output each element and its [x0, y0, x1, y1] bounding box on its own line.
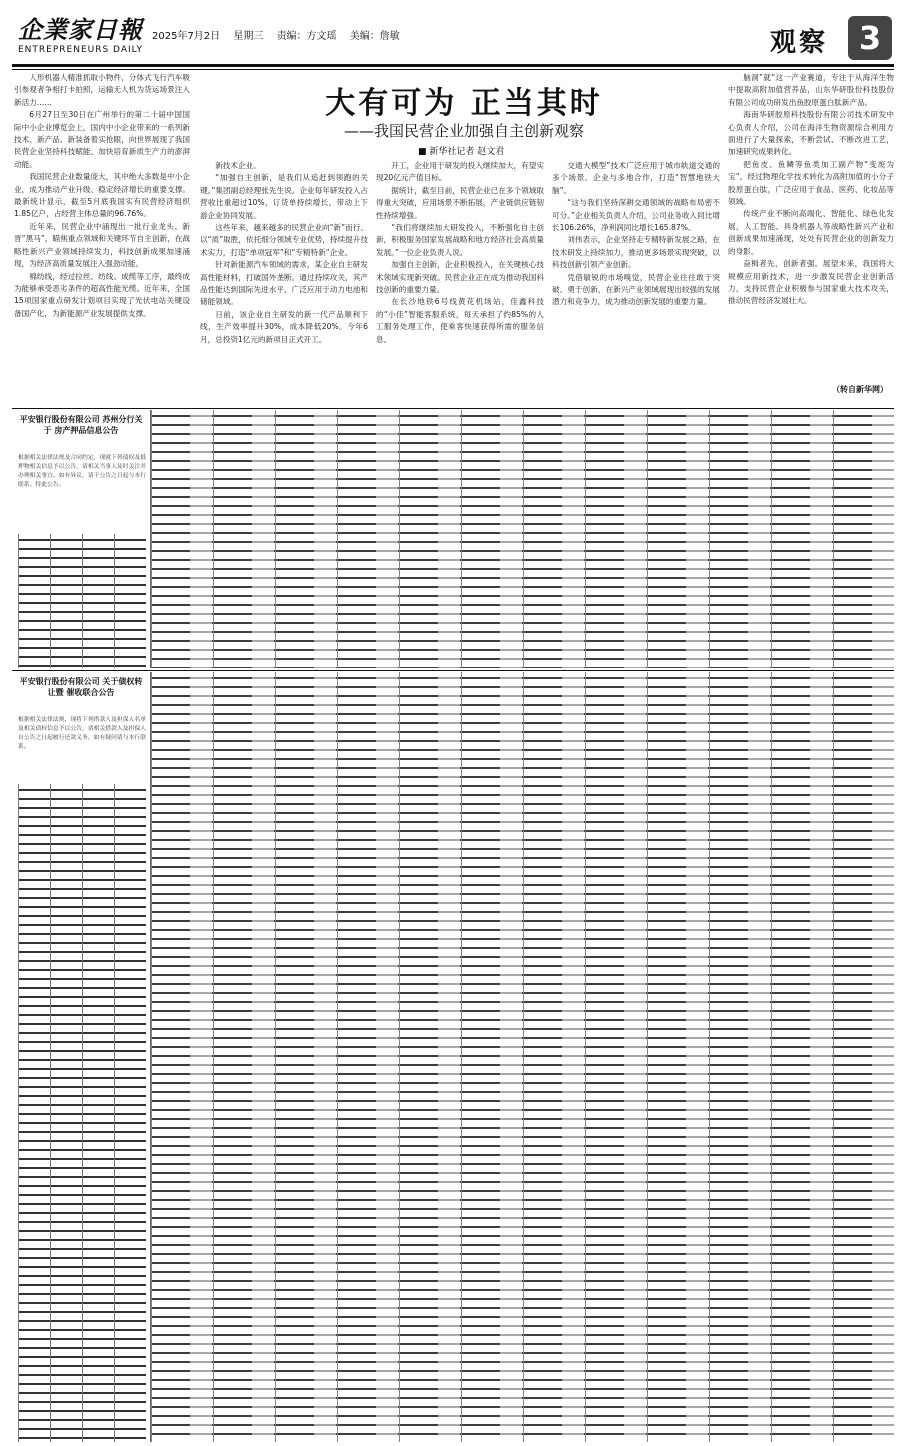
notice-text: 根据相关法律法规，现将下列借款人及担保人名单及相关债权信息予以公告，请相关借款人及担保人自公告之日起履行还款义务，如有疑问请与本行联系。 — [18, 717, 146, 750]
masthead-rule — [12, 64, 894, 67]
notice-table-left — [18, 534, 146, 668]
article-byline — [418, 144, 504, 157]
paragraph: 把鱼皮、鱼鳞等鱼类加工副产物“变废为宝”，经过物理化学技术转化为高附加值的小分子胶原蛋白肽，广泛应用于食品、医药、化妆品等领域。 — [728, 159, 894, 207]
paragraph: 人形机器人精准抓取小物件，分体式飞行汽车吸引参观者争相打卡拍照，运输无人机为货运场景注入新活力…… — [14, 73, 190, 107]
paragraph: 针对新能源汽车领域的需求，某企业自主研发高性能材料，打破国外垄断。通过持续攻关，其产品性能达到国际先进水平，广泛应用于动力电池和储能领域。 — [200, 260, 368, 307]
masthead — [12, 10, 892, 68]
paragraph: 加强自主创新，企业积极投入，在关键核心技术领域实现新突破。民营企业正在成为推动我国科技创新的重要力量。 — [376, 260, 544, 295]
newspaper-logo[interactable] — [18, 16, 148, 64]
logo-subtitle: ENTREPRENEURS DAILY — [18, 45, 143, 55]
masthead-rule-thin — [12, 69, 894, 70]
paragraph: 海南华研胶原科技股份有限公司技术研发中心负责人介绍，公司在海洋生物资源综合利用方面进行了大量探索，不断尝试、不断改进工艺，加速研究成果转化。 — [728, 110, 894, 157]
article-column-3 — [376, 160, 544, 402]
notice-table-shading — [150, 410, 894, 668]
paragraph: “这与我们坚持深耕交通领域的战略布局密不可分。”企业相关负责人介绍，公司业务收入同比增长106.26%，净利润同比增长165.87%。 — [552, 198, 720, 233]
paragraph: 我国民营企业数量庞大，其中绝大多数是中小企业，成为推动产业升级、稳定经济增长的重要支撑。最新统计显示，截至5月底我国实有民营经济组织1.85亿户，占经营主体总量的96.76%。 — [14, 172, 190, 219]
article-column-4 — [552, 160, 720, 402]
issue-weekday: 星期三 — [233, 31, 264, 42]
notice-table-shading — [150, 672, 894, 1442]
paragraph: 棉纺线，经过拉丝、纺线、成缆等工序，最终成为能够承受恶劣条件的超高性能光缆。近年来，全国15项国家重点研发计划项目实现了光伏电站关键设备国产化，为新能源产业发展提供支撑。 — [14, 271, 190, 318]
paragraph: 这些年来，越来越多的民营企业向“新”而行、以“质”取胜，依托细分领域专业优势，持续提升技术实力，打造“单项冠军”和“专精特新”企业。 — [200, 223, 368, 257]
paragraph: 刘伟表示，企业坚持走专精特新发展之路，在技术研发上持续加力，推动更多场景实现突破，以科技创新引领产业创新。 — [552, 235, 720, 270]
designer-credit: 美编：詹敏 — [349, 31, 400, 42]
paragraph: 据统计，截至目前，民营企业已在多个领域取得重大突破，应用场景不断拓展，产业链供应链韧性持续增强。 — [376, 185, 544, 220]
paragraph: 奋楫者先，创新者强。展望未来，我国将大规模应用新技术，进一步激发民营企业创新活力，支持民营企业积极参与国家重大技术攻关，推动民营经济发展壮大。 — [728, 259, 894, 306]
issue-date: 2025年7月2日 — [152, 31, 221, 42]
paragraph: 近年来，民营企业中涌现出一批行业龙头、新晋“黑马”，瞄焦重点领域和关键环节自主创新，在战略性新兴产业领域持续发力，科技创新成果加速涌现，为经济高质量发展注入强劲动能。 — [14, 221, 190, 269]
page-number-badge: 3 — [848, 16, 892, 60]
article-column-2 — [200, 160, 368, 402]
issue-meta — [152, 27, 410, 42]
paragraph: “加强自主创新，是我们从追赶到领跑的关键。”集团副总经理张先生说。企业每年研发投入占营收比重超过10%，订货单持续增长，带动上下游企业协同发展。 — [200, 173, 368, 220]
byline-marker: ■ — [418, 147, 427, 157]
paragraph: 在长沙地铁6号线黄花机场站，佳鑫科技的“小佳”智能客服系统，每天承担了约85%的人工服务处理工作，使乘客快速获得所需的服务信息。 — [376, 297, 544, 344]
editor-credit: 责编：方文瑶 — [276, 31, 337, 42]
section-title: 观察 — [770, 28, 829, 58]
paragraph: 交通大模型”技术广泛应用于城市轨道交通的多个场景。企业与多地合作，打造“智慧地铁大脑”。 — [552, 161, 720, 195]
paragraph: 开工，企业用于研发的投入继续加大，有望实现20亿元产值目标。 — [376, 161, 544, 183]
notice-title: 平安银行股份有限公司 苏州分行关于 房产押品信息公告 — [19, 415, 143, 435]
section-divider — [12, 408, 894, 409]
main-article[interactable] — [14, 72, 894, 407]
notice-text: 根据相关法律法规及合同约定，现就下列债权及抵押物相关信息予以公告，请相关当事人及时关注并办理相关事宜。如有异议，请于公告之日起与本行联系。特此公告。 — [18, 455, 146, 488]
article-column-1 — [14, 72, 190, 402]
logo-title: 企業家日報 — [18, 15, 143, 44]
article-subheadline: ——我国民营企业加强自主创新观察 — [343, 122, 584, 140]
article-credit: （转自新华网） — [832, 385, 888, 394]
paragraph: 传统产业不断向高端化、智能化、绿色化发展，人工智能、具身机器人等战略性新兴产业和创新成果加速涌现，处处有民营企业的创新发力的身影。 — [728, 209, 894, 256]
notice-block-1[interactable] — [14, 410, 894, 668]
paragraph: “我们将继续加大研发投入，不断强化自主创新，积极服务国家发展战略和地方经济社会高质量发展。”一位企业负责人说。 — [376, 223, 544, 257]
section-divider — [12, 670, 894, 671]
paragraph: 日前，该企业自主研发的新一代产品顺利下线，生产效率提升30%，成本降低20%。今年6月，总投资1亿元的新项目正式开工。 — [200, 309, 368, 344]
paragraph: 凭借敏锐的市场嗅觉，民营企业往往敢于突破、勇于创新，在新兴产业领域展现出较强的发展潜力和竞争力，成为推动创新发展的重要力量。 — [552, 272, 720, 307]
paragraph: 新技术企业。 — [215, 161, 261, 170]
notice-table-left — [18, 784, 146, 1442]
article-column-5 — [728, 72, 894, 380]
notice-title: 平安银行股份有限公司 关于债权转让暨 催收联合公告 — [19, 677, 143, 697]
byline-author: 新华社记者 赵文君 — [429, 147, 505, 157]
paragraph: 脑洞”就“这一产业赛道，专注于从海洋生物中提取高附加值营养品，山东华研股份科技股份有限公司成功研发出鱼胶原蛋白肽新产品。 — [728, 73, 894, 107]
notice-block-2[interactable] — [14, 672, 894, 1442]
article-headline: 大有可为 正当其时 — [325, 86, 603, 121]
paragraph: 6月27日至30日在广州举行的第二十届中国国际中小企业博览会上，国内中小企业带来的一系列新技术、新产品、新装备着实抢眼，向世界展现了我国民营企业坚持科技赋能、加快培育新质生产力的澎湃动能。 — [14, 110, 190, 169]
